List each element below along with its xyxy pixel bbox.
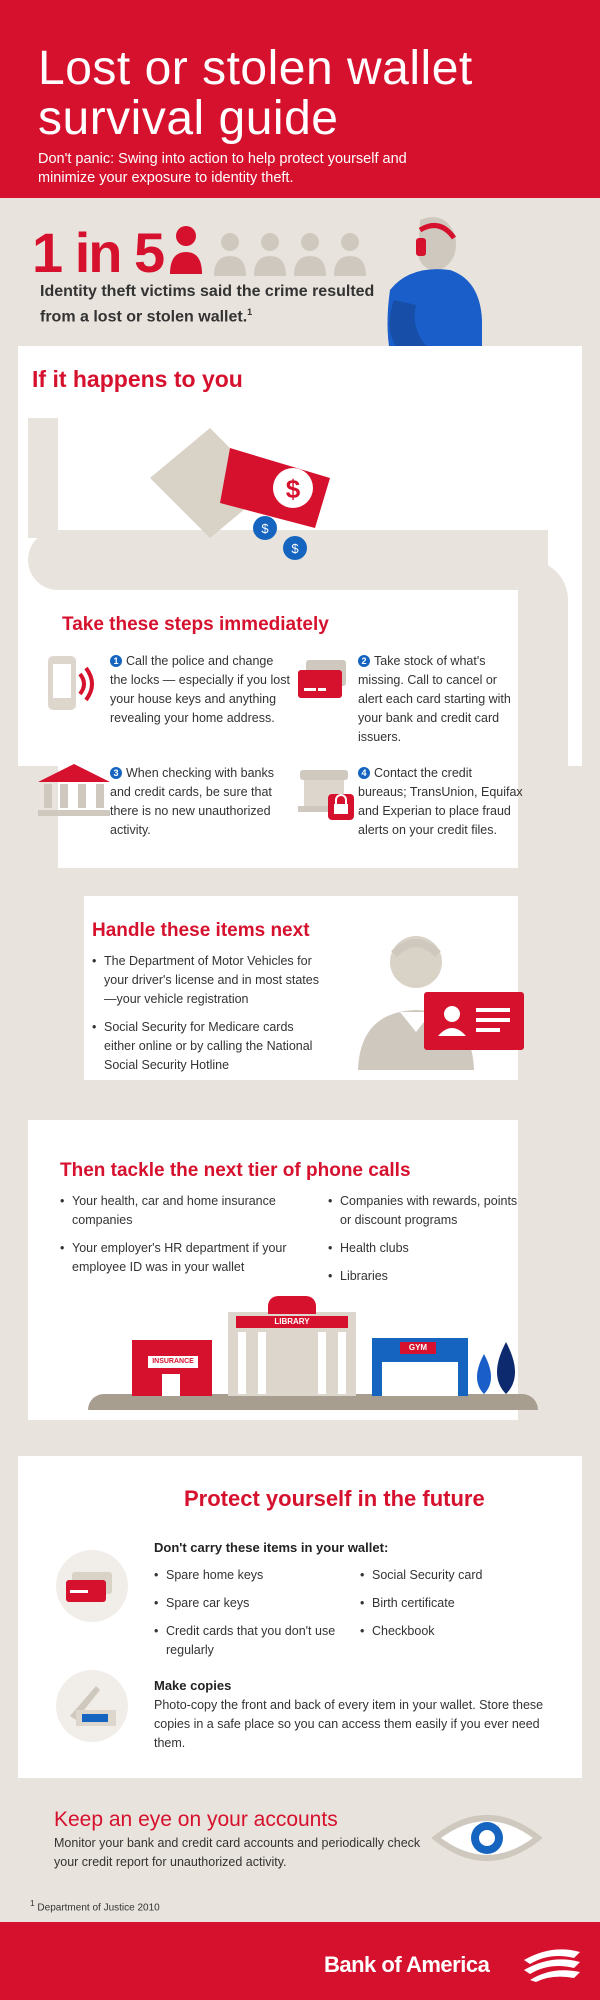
ground (88, 1394, 538, 1410)
step-4 (358, 764, 523, 840)
section-title-tier: Then tackle the next tier of phone calls (60, 1160, 411, 1181)
section-title-happens: If it happens to you (32, 366, 243, 392)
handle-list (92, 952, 322, 1084)
step-number-3: 3 (110, 767, 122, 779)
step-3 (110, 764, 290, 840)
footer-banner (0, 1922, 600, 2000)
list-item: • Spare car keys (154, 1594, 344, 1613)
people-icons (168, 222, 368, 282)
header-banner (0, 0, 600, 198)
person-gray-icons (214, 233, 366, 276)
list-item: • Social Security for Medicare cards either online or by calling the National Social Security Hotline (92, 1018, 322, 1075)
list-item: • Companies with rewards, points or discount programs (328, 1192, 528, 1230)
carry-list-right (360, 1566, 540, 1650)
list-item: • Health clubs (328, 1239, 528, 1258)
stat-sentence: Identity theft victims said the crime resulted from a lost or stolen wallet. (40, 283, 375, 326)
footnote-marker: 1 (30, 1898, 35, 1908)
credit-card-icon (296, 660, 352, 704)
copies-title: Make copies (154, 1678, 232, 1693)
person-red-icon (170, 226, 202, 274)
library-dome (268, 1296, 316, 1314)
gym-sign: GYM (400, 1342, 436, 1354)
phone-icon (46, 654, 102, 716)
trees-icon (470, 1340, 530, 1396)
section-title-steps: Take these steps immediately (62, 614, 329, 635)
wallet-money-illustration (140, 418, 340, 568)
section-title-protect: Protect yourself in the future (184, 1486, 485, 1511)
insurance-door (162, 1374, 180, 1396)
list-item: • Checkbook (360, 1622, 540, 1641)
section-title-handle: Handle these items next (92, 920, 310, 941)
brand-name: Bank of America (324, 1952, 490, 1977)
carry-list-left (154, 1566, 344, 1669)
list-item: • Libraries (328, 1267, 528, 1286)
bank-of-america-logo-icon (522, 1944, 582, 1982)
road-segment (28, 418, 58, 538)
step-2 (358, 652, 523, 747)
list-item: • Your employer's HR department if your employee ID was in your wallet (60, 1239, 290, 1277)
svg-text:$: $ (261, 521, 269, 536)
step-text-1: Call the police and change the locks — especially if you lost your house keys and anything revealing your home address. (110, 654, 290, 725)
step-text-3: When checking with banks and credit cards, be sure that there is no new unauthorized activity. (110, 766, 274, 837)
accounts-title: Keep an eye on your accounts (54, 1808, 338, 1831)
stat-text (40, 282, 380, 327)
gym-windows (382, 1362, 458, 1396)
carry-title: Don't carry these items in your wallet: (154, 1540, 389, 1555)
svg-text:$: $ (291, 541, 299, 556)
stat-ratio: 1 in 5 (32, 221, 164, 284)
list-item: • Spare home keys (154, 1566, 344, 1585)
stat-footnote-marker: 1 (247, 307, 253, 317)
photocopier-icon (56, 1670, 128, 1742)
insurance-sign: INSURANCE (148, 1356, 198, 1368)
list-item: • The Department of Motor Vehicles for your driver's license and in most states—your vehicle registration (92, 952, 322, 1009)
list-item: • Birth certificate (360, 1594, 540, 1613)
list-item: • Credit cards that you don't use regularly (154, 1622, 344, 1660)
road-segment (518, 560, 568, 880)
step-number-1: 1 (110, 655, 122, 667)
list-item: • Your health, car and home insurance companies (60, 1192, 290, 1230)
copies-text: Photo-copy the front and back of every item in your wallet. Store these copies in a safe place so you can access them easily if you ever need them. (154, 1698, 544, 1750)
tier-list-left (60, 1192, 290, 1286)
lock-store-icon (296, 762, 356, 824)
eye-icon (432, 1808, 542, 1868)
accounts-text: Monitor your bank and credit card accounts and periodically check your credit report for unauthorized activity. (54, 1836, 421, 1869)
step-text-4: Contact the credit bureaus; TransUnion, Equifax and Experian to place fraud alerts on your credit files. (358, 766, 523, 837)
id-card-person-illustration (356, 932, 526, 1072)
step-number-4: 4 (358, 767, 370, 779)
footnote-text: Department of Justice 2010 (37, 1902, 160, 1914)
page-subtitle: Don't panic: Swing into action to help protect yourself and minimize your exposure to identity theft. (38, 151, 407, 186)
page-title: Lost or stolen wallet survival guide (38, 42, 473, 145)
bank-icon (38, 764, 110, 816)
tier-list-right (328, 1192, 528, 1295)
wallet-card-icon (56, 1550, 128, 1622)
footnote (30, 1898, 160, 1913)
step-number-2: 2 (358, 655, 370, 667)
svg-text:$: $ (285, 474, 301, 504)
library-sign: LIBRARY (236, 1316, 348, 1328)
step-1 (110, 652, 290, 728)
step-text-2: Take stock of what's missing. Call to cancel or alert each card starting with your bank and credit card issuers. (358, 654, 511, 744)
list-item: • Social Security card (360, 1566, 540, 1585)
